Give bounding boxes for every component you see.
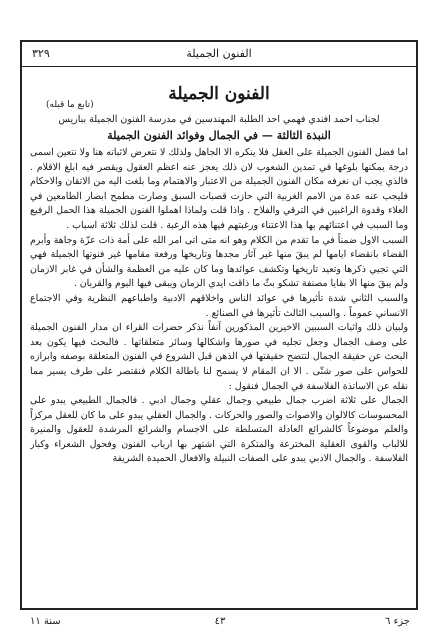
footer-year: سنة ١١ xyxy=(30,616,61,627)
article-byline: لجناب احمد افندي فهمي احد الطلبة المهندسين في مدرسة الفنون الجميلة بباريس xyxy=(58,114,380,125)
running-header-page-number: ٣٢٩ xyxy=(32,47,50,60)
article-title: الفنون الجميلة xyxy=(168,84,270,104)
paragraph-2: السبب الاول ضمناً في ما تقدم من الكلام وهو انه متى اتى امر الله على أمة ذات عزّة وجاهة وأبرم القضاء بانقضاء ايامها لم يبقَ منها غير آثار مجدها وتاريخها ورفعة مقامها غير فنونها الجميلة فهي التي تجيي ذكرها وتعيد تاريخها وتكشف عوائدها وما كان عليه من العظمة والشأن في غابر الازمان ولم يبقَ منها الا بقايا مصنفة تشكو بثّ ما ذاقت ايدي الزمان ويبقى فيها اليوم والقربان . xyxy=(30,234,408,290)
section-heading: النبذة الثالثة — في الجمال وفوائد الفنون الجميلة xyxy=(107,129,331,142)
footer-page-number: ٤٣ xyxy=(214,616,226,627)
paragraph-1: اما فضل الفنون الجميلة على العقل فلا ينكره الا الجاهل ولذلك لا نتعرض لاثباته هنا ولا نتعين اسمى درجة يمكنها بلوغها في تمدين الشعوب لان ذلك يعجز عنه اعظم العقول ويقصر فيه ابلغ الاقلام . فالذي يجب ان نعرفه مكان الفنون الجميلة من الاعتبار والاهتمام وما بلغت اليه من الاتقان والاحكام فليجب عنه عدة من الامم الغربية التي حازت قصبات السبق وصارت مطمح ابصار الطامعين في العلاء وقدوة الراغبين في الترقي والفلاح . واذا قلت ولماذا اهملوا الفنون الجميلة هذا الحمل الرفيع وما السبب في اعتنائهم بها هذا الاعتناء ورغبتهم فيها هذه الرغبة . قلت لذلك ثلاثة اسباب . xyxy=(30,147,408,231)
continued-note: (تابع ما قبله) xyxy=(46,100,94,110)
paragraph-5: الجمال على ثلاثة اضرب جمال طبيعي وجمال عقلي وجمال ادبي . فالجمال الطبيعي يبدو على المحسوسات كالالوان والاصوات والصور والحركات . والجمال العقلي يبدو على ما كان للعقل مركزاً والعلم موضوعاً كالشرائع العادلة المتسلطة على الاجسام والشرائع المرشدة للعقول والمنيرة للالباب والقوى العقلية المخترعة والمتكرة التي اشتهر بها ارباب الفنون وفحول الشعراء وكبار الفلاسفة . والجمال الادبي يبدو على الصفات النبيلة والافعال الحميدة الشريفة xyxy=(30,395,408,465)
footer-part: جزء ٦ xyxy=(385,616,410,627)
page-footer xyxy=(30,616,410,634)
paragraph-4: ولبيان ذلك واثبات السببين الاخيرين المذكورين آنفاً نذكر حضرات القراء ان مدار الفنون الجميلة على وصف الجمال وجعل تجليه في صورها واشكالها وسائر متعلقاتها . فالبحث فيها يكون بعد البحث عن حقيقة الجمال لتتضح حقيقتها في الذهن قبل الشروع في الفنون المتعلقة بوصفه وابرازه للحواس على صور شتّى . الا ان المقام لا يسمح لنا باطالة الكلام فنقتصر على طرف يسير مما نقله عن الاساتذة الفلاسفة في الجمال فنقول : xyxy=(30,322,408,392)
running-header-title: الفنون الجميلة xyxy=(186,47,252,60)
header-rule xyxy=(22,66,416,67)
paragraph-3: والسبب الثاني شدة تأثيرها في عوائد الناس واخلاقهم الادبية واطباعهم النظرية وفي الاجتماع الانساني عموماً . والسبب الثالث تأثيرها في الصنائع . xyxy=(30,292,408,319)
article-body xyxy=(30,70,408,602)
